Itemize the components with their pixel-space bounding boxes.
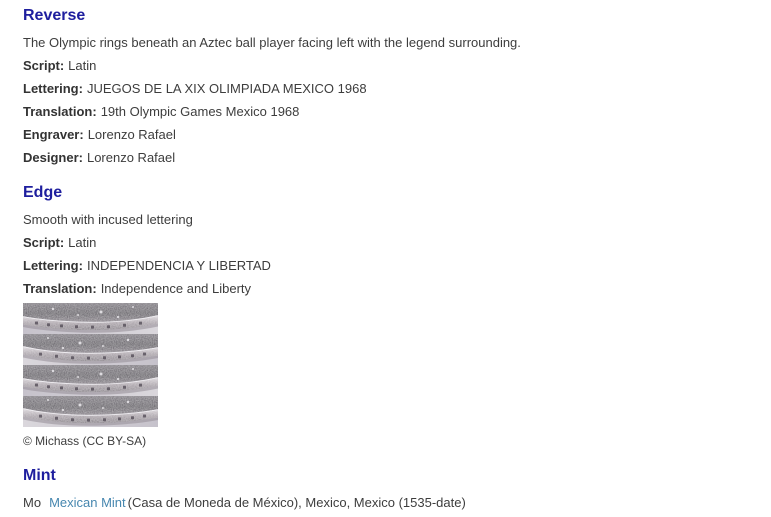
field-value: Lorenzo Rafael xyxy=(86,150,176,165)
reverse-description: The Olympic rings beneath an Aztec ball player facing left with the legend surrounding. xyxy=(23,35,521,50)
field-value: JUEGOS DE LA XIX OLIMPIADA MEXICO 1968 xyxy=(86,81,367,96)
field-value: Latin xyxy=(68,235,97,250)
field-label: Script: xyxy=(23,235,65,250)
reverse-field-script xyxy=(23,57,751,74)
mint-details: (Casa de Moneda de México), Mexico, Mexico (1535-date) xyxy=(127,495,466,510)
section-reverse xyxy=(23,8,751,166)
field-label: Lettering: xyxy=(23,81,83,96)
edge-field-lettering xyxy=(23,257,751,274)
field-value: 19th Olympic Games Mexico 1968 xyxy=(100,104,300,119)
reverse-field-translation xyxy=(23,103,751,120)
edge-photo-figure xyxy=(23,303,751,449)
edge-field-script xyxy=(23,234,751,251)
reverse-field-engraver xyxy=(23,126,751,143)
mint-mark: Mo xyxy=(23,495,42,510)
field-value: INDEPENDENCIA Y LIBERTAD xyxy=(86,258,271,273)
coin-edge-photo[interactable] xyxy=(23,303,158,427)
reverse-field-lettering xyxy=(23,80,751,97)
section-edge xyxy=(23,185,751,449)
mint-entry xyxy=(23,494,751,511)
field-label: Lettering: xyxy=(23,258,83,273)
field-value: Latin xyxy=(68,58,97,73)
photo-credit: © Michass (CC BY-SA) xyxy=(23,434,147,448)
field-value: Independence and Liberty xyxy=(100,281,252,296)
edge-field-translation xyxy=(23,280,751,297)
field-label: Script: xyxy=(23,58,65,73)
field-label: Translation: xyxy=(23,104,97,119)
field-label: Designer: xyxy=(23,150,83,165)
reverse-heading: Reverse xyxy=(23,7,86,24)
mint-link[interactable]: Mexican Mint xyxy=(49,495,126,510)
section-mint xyxy=(23,468,751,511)
mint-heading: Mint xyxy=(23,467,56,484)
field-value: Lorenzo Rafael xyxy=(87,127,176,142)
field-label: Translation: xyxy=(23,281,97,296)
edge-heading: Edge xyxy=(23,184,63,201)
field-label: Engraver: xyxy=(23,127,84,142)
reverse-field-designer xyxy=(23,149,751,166)
edge-description: Smooth with incused lettering xyxy=(23,212,193,227)
